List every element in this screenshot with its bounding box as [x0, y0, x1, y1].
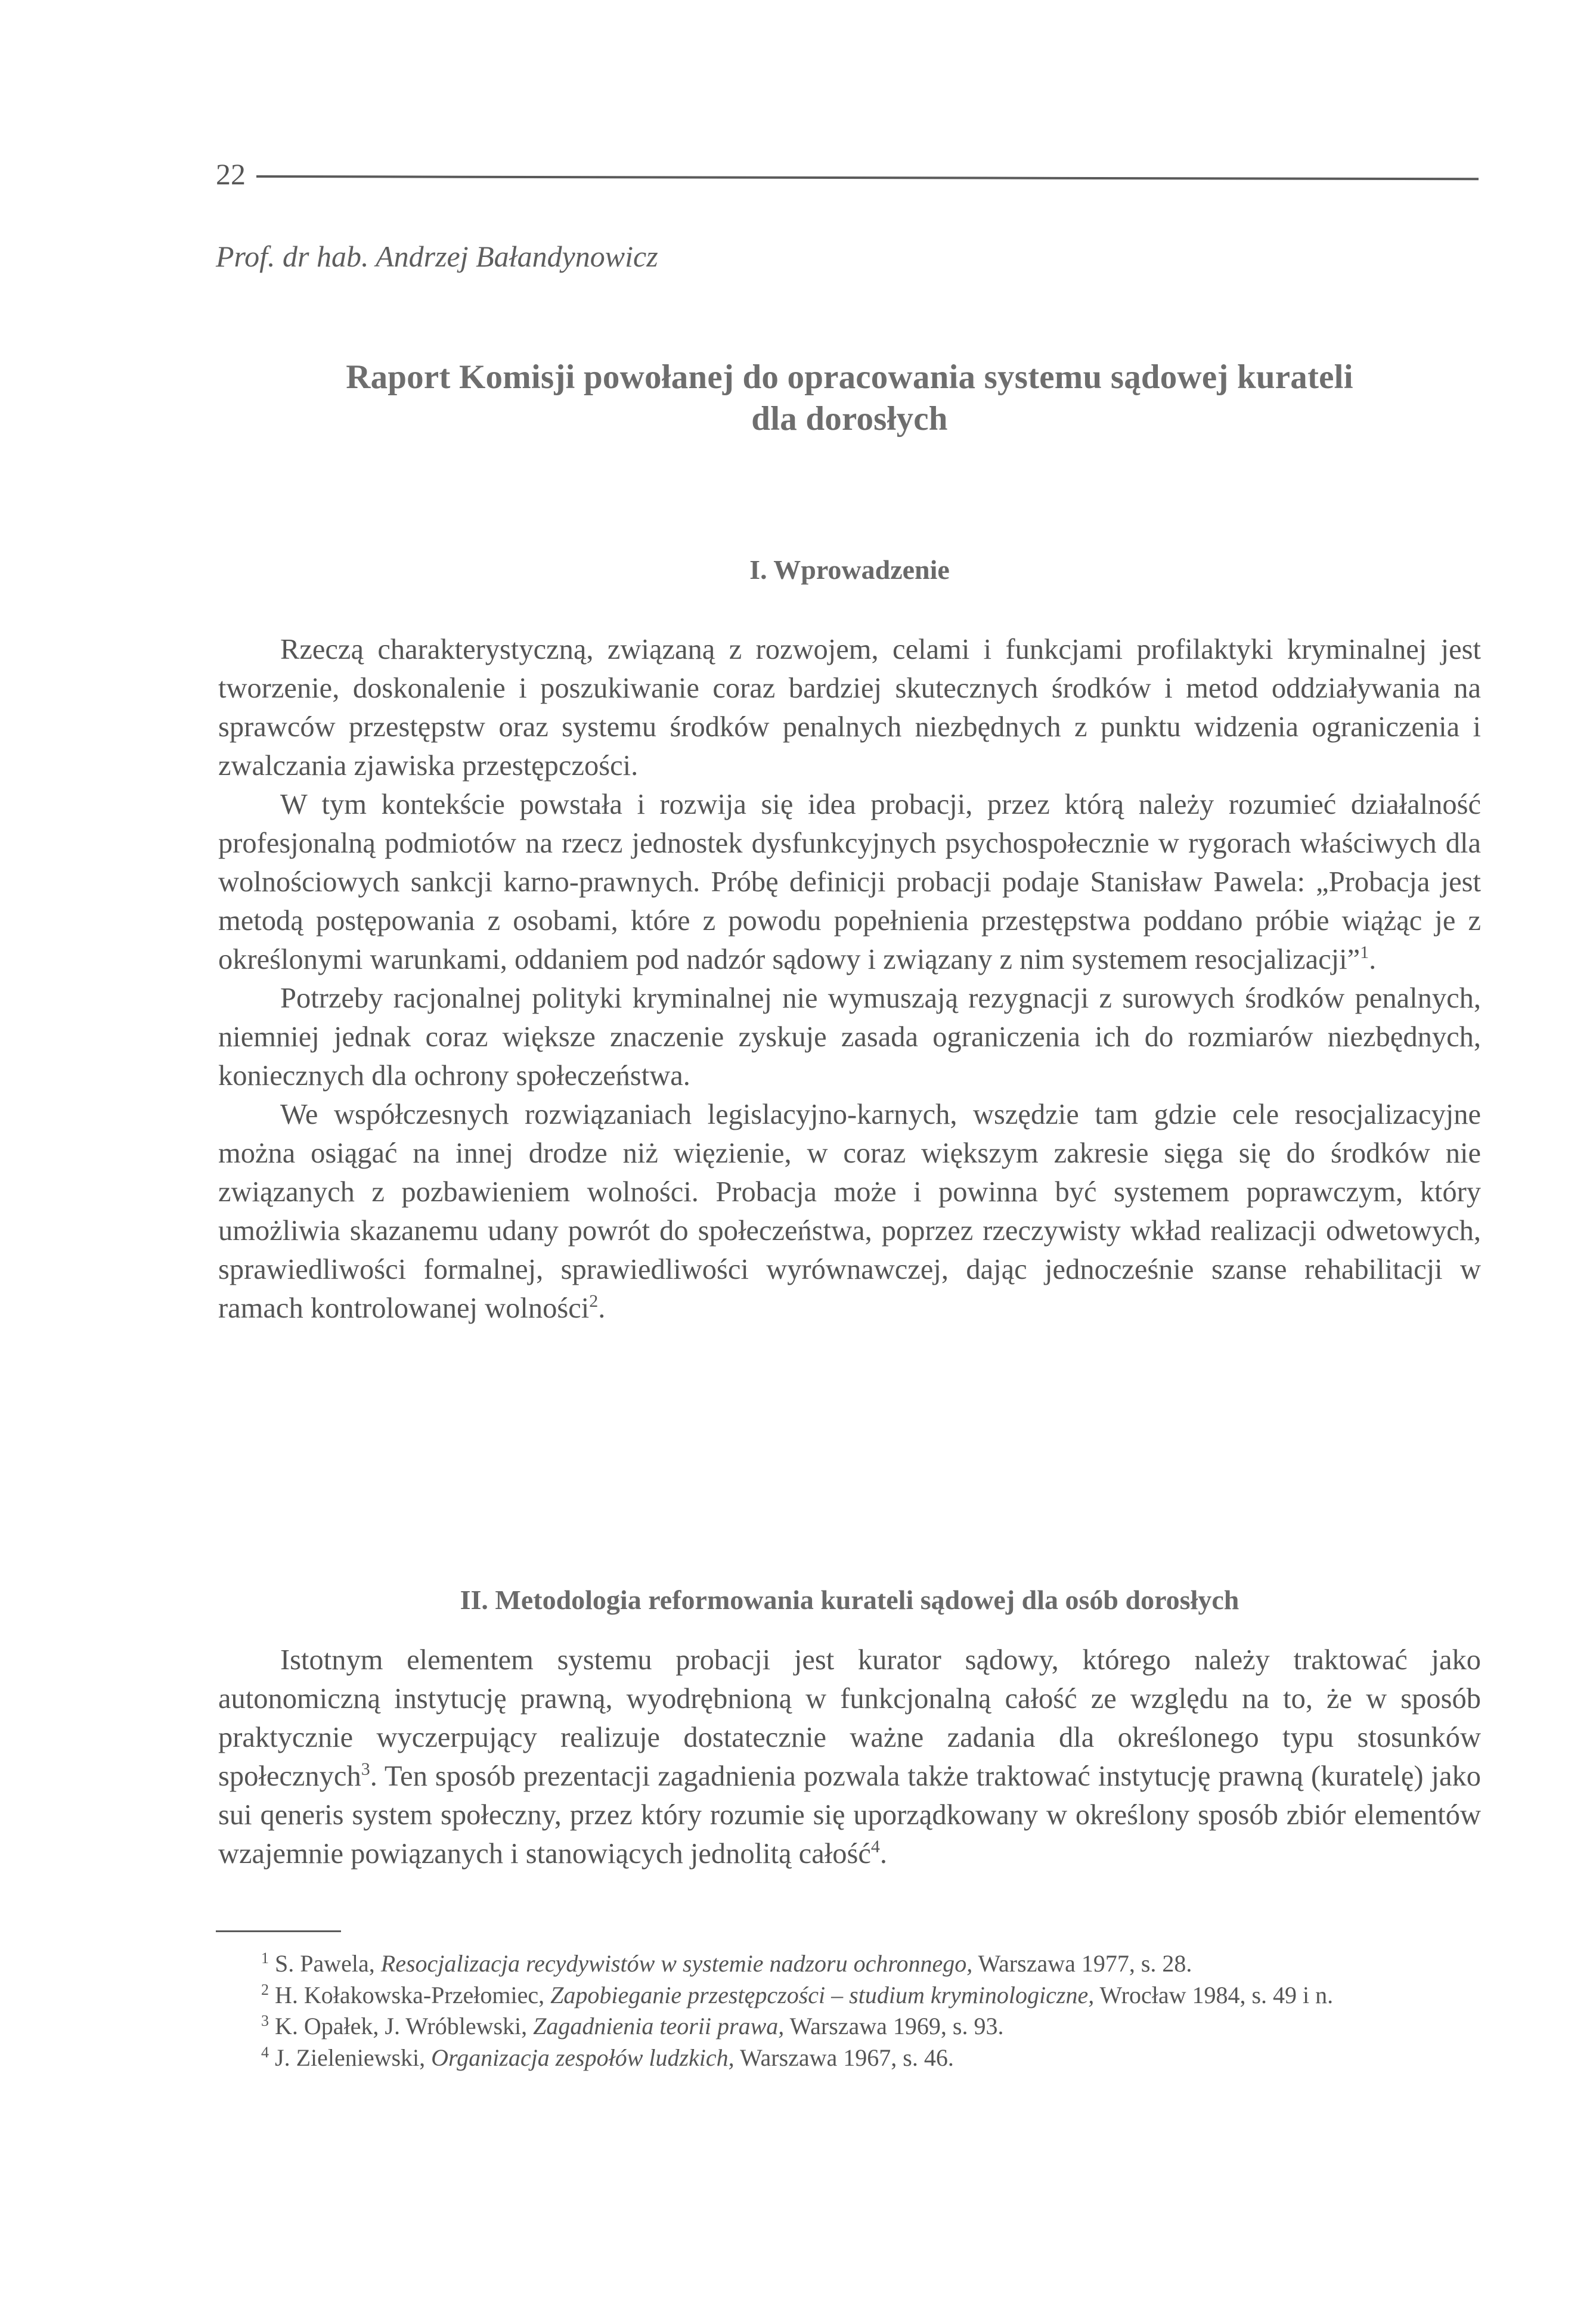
paragraph [218, 630, 1481, 785]
footnote-source: Warszawa 1977, s. 28. [978, 1950, 1192, 1977]
footnote-title: Zapobieganie przestępczości – studium kryminologiczne, [550, 1981, 1095, 2008]
article-title [215, 357, 1485, 440]
footnote-author: J. Zieleniewski, [275, 2044, 426, 2071]
section-1-body [218, 630, 1481, 1328]
paragraph [218, 979, 1481, 1095]
footnote-number: 1 [261, 1949, 269, 1967]
paragraph-text: . Ten sposób prezentacji zagadnienia pozwala także traktować instytucję prawną (kuratelę) jako sui qeneris system społeczny, przez który rozumie się uporządkowany w określony sposób zbiór elementów wzajemnie powiązanych i stanowiących jednolitą całość [218, 1760, 1481, 1870]
paragraph [218, 1641, 1481, 1873]
footnote-source: Wrocław 1984, s. 49 i n. [1099, 1981, 1334, 2008]
footnote-author: H. Kołakowska-Przełomiec, [275, 1981, 545, 2008]
footnote-author: K. Opałek, J. Wróblewski, [275, 2013, 528, 2039]
footnote-separator [216, 1930, 341, 1932]
header-rule [256, 175, 1479, 180]
footnote-title: Resocjalizacja recydywistów w systemie nadzoru ochronnego, [380, 1950, 973, 1977]
running-header [216, 156, 1483, 198]
page-number: 22 [216, 157, 246, 191]
paragraph-text: Rzeczą charakterystyczną, związaną z rozwojem, celami i funkcjami profilaktyki kryminalnej jest tworzenie, doskonalenie i poszukiwanie coraz bardziej skutecznych środków i metod oddziaływania na sprawców przestępstw oraz systemu środków penalnych niezbędnych z punktu widzenia ograniczenia i zwalczania zjawiska przestępczości. [218, 634, 1481, 782]
section-heading-1: I. Wprowadzenie [749, 554, 950, 585]
footnote-number: 4 [261, 2043, 269, 2061]
paragraph-text: Potrzeby racjonalnej polityki kryminalnej nie wymuszają rezygnacji z surowych środków penalnych, niemniej jednak coraz większe znaczenie zyskuje zasada ograniczenia ich do rozmiarów niezbędnych, koniecznych dla ochrony społeczeństwa. [218, 982, 1481, 1092]
footnotes [218, 1948, 1481, 2073]
author-line: Prof. dr hab. Andrzej Bałandynowicz [216, 240, 658, 273]
footnote-source: Warszawa 1969, s. 93. [789, 2013, 1004, 2039]
period: . [879, 1838, 887, 1870]
footnote-ref-4[interactable]: 4 [870, 1837, 880, 1856]
footnote-source: Warszawa 1967, s. 46. [739, 2044, 954, 2071]
period: . [598, 1292, 606, 1324]
footnote-item [218, 1948, 1481, 1980]
footnote-item [218, 2011, 1481, 2042]
title-line-1: Raport Komisji powołanej do opracowania systemu sądowej kurateli [346, 358, 1353, 396]
paragraph [218, 785, 1481, 979]
footnote-title: Organizacja zespołów ludzkich, [431, 2044, 735, 2071]
footnote-author: S. Pawela, [275, 1950, 375, 1977]
footnote-item [218, 1980, 1481, 2011]
paragraph-text: W tym kontekście powstała i rozwija się idea probacji, przez którą należy rozumieć działalność profesjonalną podmiotów na rzecz jednostek dysfunkcyjnych psychospołecznie w rygorach właściwych dla wolnościowych sankcji karno-prawnych. Próbę definicji probacji podaje Stanisław Pawela: „Probacja jest metodą postępowania z osobami, które z powodu popełnienia przestępstwa poddano próbie wiążąc je z określonymi warunkami, oddaniem pod nadzór sądowy i związany z nim systemem resocjalizacji” [218, 789, 1481, 975]
footnote-ref-3[interactable]: 3 [361, 1759, 370, 1779]
paragraph [218, 1095, 1481, 1328]
section-2-body [218, 1641, 1481, 1873]
footnote-number: 3 [261, 2012, 269, 2029]
section-heading-2: II. Metodologia reformowania kurateli sądowej dla osób dorosłych [460, 1585, 1239, 1615]
paragraph-text: Istotnym elementem systemu probacji jest kurator sądowy, którego należy traktować jako autonomiczną instytucję prawną, wyodrębnioną w funkcjonalną całość ze względu na to, że w sposób praktycznie wyczerpujący realizuje dostatecznie ważne zadania dla określonego typu stosunków społecznych [218, 1644, 1481, 1792]
footnote-ref-1[interactable]: 1 [1360, 943, 1369, 962]
paragraph-text: We współczesnych rozwiązaniach legislacyjno-karnych, wszędzie tam gdzie cele resocjalizacyjne można osiągać na innej drodze niż więzienie, w coraz większym zakresie sięga się do środków nie związanych z pozbawieniem wolności. Probacja może i powinna być systemem poprawczym, który umożliwia skazanemu udany powrót do społeczeństwa, poprzez rzeczywisty wkład realizacji odwetowych, sprawiedliwości formalnej, sprawiedliwości wyrównawczej, dając jednocześnie szanse rehabilitacji w ramach kontrolowanej wolności [218, 1099, 1481, 1324]
footnote-title: Zagadnienia teorii prawa, [533, 2013, 785, 2039]
footnote-ref-2[interactable]: 2 [589, 1291, 599, 1311]
period: . [1369, 944, 1377, 975]
footnote-item [218, 2042, 1481, 2074]
title-line-2: dla dorosłych [751, 400, 948, 438]
footnote-number: 2 [261, 1980, 269, 1998]
